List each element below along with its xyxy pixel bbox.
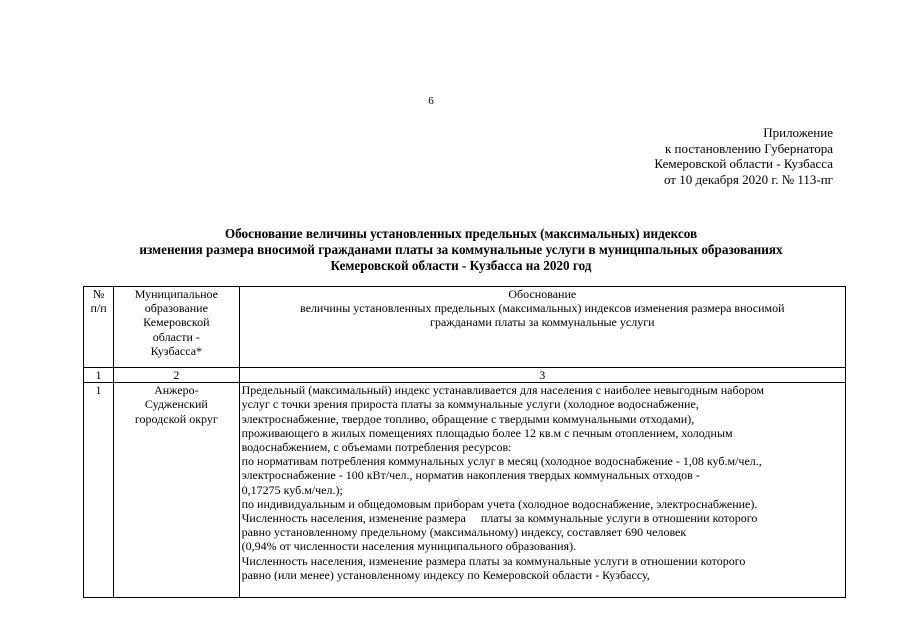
header-justification [239,287,845,368]
column-number: 3 [239,368,845,383]
header-line: величины установленных предельных (максимальных) индексов изменения размера вносимой [300,301,785,316]
appendix-line: от 10 декабря 2020 г. № 113-пг [663,171,833,187]
page-number: 6 [428,95,434,107]
column-number: 1 [84,368,114,383]
header-line: Кемеровской [143,315,210,330]
appendix-block [654,125,833,187]
text-line: (0,94% от численности населения муниципального образования). [241,539,577,554]
table-row [84,383,846,598]
text-line: Численность населения, изменение размера платы за коммунальные услуги в отношении которого [241,553,746,568]
row-number: 1 [84,383,114,598]
text-line: по нормативам потребления коммунальных услуг в месяц (холодное водоснабжение - 1,08 куб.м/чел., [241,454,762,469]
title-line: изменения размера вносимой гражданами платы за коммунальные услуги в муниципальных образованиях [139,242,783,258]
title-line: Кемеровской области - Кузбасса на 2020 год [330,258,592,274]
column-number: 2 [114,368,239,383]
header-line: Кузбасса* [150,343,203,358]
municipality-line: городской округ [134,411,218,426]
header-municipality [114,287,239,368]
text-line: 0,17275 куб.м/чел.); [241,482,343,497]
column-number-row [84,368,846,383]
header-line: № [92,287,105,301]
document-title [60,226,862,275]
text-line: Предельный (максимальный) индекс устанавливается для населения с наиболее невыгодным набором [241,383,764,398]
text-line: проживающего в жилых помещениях площадью более 12 кв.м с печным отоплением, холодным [241,425,733,440]
text-line: электроснабжение - 100 кВт/чел., норматив накопления твердых коммунальных отходов - [241,468,700,483]
text-line: электроснабжение, твердое топливо, обращение с твердыми коммунальными отходами), [241,411,695,426]
appendix-line: к постановлению Губернатора [664,140,833,156]
header-line: образование [144,301,208,316]
row-municipality [114,383,239,598]
text-line: равно (или менее) установленному индексу по Кемеровской области - Кузбассу, [241,567,650,582]
text-line: водоснабжением, с объемами потребления ресурсов: [241,440,512,455]
header-line: Обоснование [508,287,577,301]
text-line: Численность населения, изменение размера платы за коммунальные услуги в отношении которого [241,511,758,526]
appendix-line: Кемеровской области - Кузбасса [654,156,833,172]
text-line: услуг с точки зрения прироста платы за коммунальные услуги (холодное водоснабжение, [241,397,699,412]
justification-table [83,286,846,598]
appendix-line: Приложение [763,125,833,140]
municipality-line: Анжеро- [154,383,199,398]
municipality-line: Судженский [144,397,208,412]
row-justification-text [239,383,845,598]
table-header-row [84,287,846,368]
text-line: равно установленному предельному (максимальному) индексу, составляет 690 человек [241,525,687,540]
header-line: п/п [90,301,107,316]
title-line: Обоснование величины установленных предельных (максимальных) индексов [224,226,698,241]
header-number [84,287,114,368]
header-line: гражданами платы за коммунальные услуги [430,315,655,330]
header-line: Муниципальное [134,287,218,301]
header-line: области - [152,329,200,344]
text-line: по индивидуальным и общедомовым приборам учета (холодное водоснабжение, электроснабжение). [241,496,758,511]
